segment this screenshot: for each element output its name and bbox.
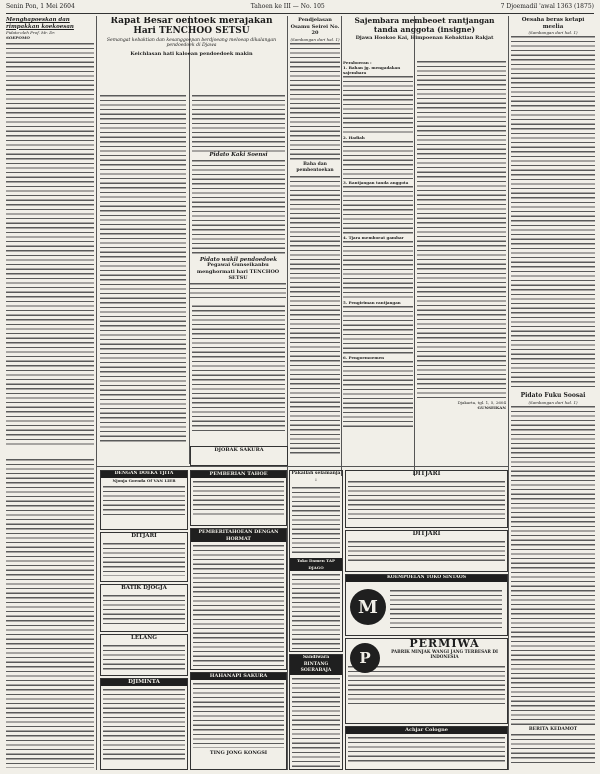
ad-title: PERMIWA (409, 638, 480, 650)
article-note: (Sambangan dari hal. 1) (528, 399, 578, 405)
masthead-issue: Tahoen ke III — No. 105 (250, 3, 325, 10)
ad-title: BATIK DJOGJA (121, 585, 167, 591)
article-osamu-seirei (290, 17, 340, 457)
article-title: Sajembara membeoet rantjangan tanda anggota (insigne) (354, 17, 495, 34)
column-divider (414, 16, 415, 476)
masthead-hijri: 7 Djoemadil 'awal 1363 (1875) (500, 3, 594, 10)
section-footer: BERITA KEDAMOT (528, 726, 578, 732)
section-heading: Baha dan pembentoekan (296, 161, 334, 173)
ad-ditjari (100, 532, 188, 582)
rule-heading: 6. Pengoemoemen (343, 355, 385, 360)
permiwa-logo: P (350, 643, 380, 673)
sintaos-logo: M (350, 589, 386, 625)
ad-ditjari-3 (345, 530, 508, 572)
article-title: Oesaha beras ketapi meelia (521, 17, 585, 30)
ad-title: Achjar Cologne (346, 727, 507, 734)
section-heading: Pidato wakil pendoedoek (199, 256, 278, 263)
article-subtitle: Djawa Hookoo Kai, Himpoenan Kebaktian Rakjat (355, 35, 494, 41)
article-sajembara-rules (343, 60, 413, 465)
rule-heading: 4. Tjara memboeat gambar (343, 235, 404, 240)
article-title: Pendjelasan Osamu Seirei No. 20 (290, 17, 340, 36)
ad-title: Pakailah selamanja : (291, 471, 341, 483)
ad-subtitle: PABRIK MINJAK WANGI JANG TERBESAR DI INDONESIA (391, 648, 498, 659)
ad-title: DENGAN DOEKA TJITA (101, 471, 187, 478)
column-divider (508, 16, 509, 770)
signature-name: GUNSEIKAN (477, 405, 506, 410)
rule-heading: 5. Pengiriman rantjangan (343, 300, 401, 305)
article-oesaha-beras (511, 17, 595, 769)
ad-title-hahanapi: HAHANAPI SAKURA (191, 673, 286, 680)
article-lead: Semangat kebaktian dan kesanggoepan berdjoeang meloeap dikalangan pendoedoek di Djawa (106, 38, 277, 49)
ad-title: LELANG (131, 635, 157, 641)
article-title: Rapat Besar oentoek merajakan Hari TENCHOO SETSU (110, 17, 273, 36)
ad-subtitle: Njonja Goenda Of VAN LIER (112, 477, 176, 483)
ad-title: PEMBERITAHOEAN DENGAN HORMAT (191, 529, 286, 542)
ad-title: Sandiwara BINTANG SOERABAJA (290, 655, 342, 675)
article-subhead: Keichlasan hati kaloean pendoedoek makin (130, 50, 253, 57)
article-title: Menghapoeskan dan rimpakkan koekoesan (6, 17, 74, 30)
ad-pakailah (289, 470, 343, 652)
article-note: (Sambangan dari hal. 1) (290, 36, 340, 42)
ad-ditjari-2 (345, 470, 508, 528)
ad-pemberian-tahoe (190, 470, 287, 526)
section-heading: Pidato Kaki Soensi (209, 152, 268, 158)
column-divider (96, 16, 97, 770)
article-sajembara-cont (417, 60, 506, 465)
ad-achjar (345, 726, 508, 770)
ad-pemberitahoean (190, 528, 287, 670)
article-sajembara-head (343, 17, 506, 57)
ad-title: DJOBAK SAKURA (214, 447, 264, 453)
article-note: (Sambangan dari hal. 1) (528, 30, 578, 35)
article-body-left (100, 94, 186, 444)
ad-batik (100, 584, 188, 632)
rule-heading: 1. Bahan jg. mengadakan sajembara (343, 65, 401, 75)
article-title-fuku: Pidato Fuku Soosai (520, 392, 586, 399)
ad-title: DJIMINTA (101, 679, 187, 686)
masthead-date: Senin Pon, 1 Mei 2604 (6, 3, 75, 10)
ad-title-ting: TING JONG KONGSI (209, 749, 268, 756)
ad-title: KOEMPOELAN TOKO SINTAOS (346, 575, 507, 582)
ad-title: DITJARI (412, 470, 441, 477)
ads-rule (96, 466, 508, 467)
ad-title: DITJARI (131, 533, 157, 539)
article-title: Pegawai Gunseikanbu menghormati hari TENCHOO SETSU (196, 262, 280, 281)
ad-lelang (100, 634, 188, 676)
ad-sandiwara (289, 654, 343, 770)
ad-title: DITJARI (412, 530, 441, 537)
rule-heading: 2. Hadiah (343, 135, 365, 140)
article-rapat-head (98, 17, 285, 91)
article-pegawai (190, 262, 286, 302)
masthead (6, 3, 594, 13)
ad-title: PEMBERIAN TAHOE (191, 471, 286, 478)
rule-heading: 3. Rantjangan tanda anggota (343, 180, 409, 185)
article-koekoesan (6, 17, 94, 453)
rule-heading: Peraboeran : (343, 60, 372, 65)
article-byline: SOEPOMO (6, 35, 30, 40)
article-body (6, 42, 94, 447)
article-body-cont (6, 458, 94, 768)
ad-koempoelan (345, 574, 508, 636)
ad-subtitle: Toko Damen TAP DJAGO (290, 558, 342, 571)
ad-djiminta (100, 678, 188, 770)
ad-djobak (190, 446, 288, 466)
column-divider (287, 16, 288, 770)
column-divider (341, 16, 342, 476)
signature-date: Djakarta, tgl. 1, 5, 2604 (457, 400, 506, 405)
article-subtitle: Pidato-oleh Prof. Mr. Dr. (6, 30, 56, 35)
ad-permiwa (345, 638, 508, 724)
masthead-rule (6, 13, 594, 14)
ad-ting-jong (190, 672, 287, 770)
ad-doeka-tjita (100, 470, 188, 530)
